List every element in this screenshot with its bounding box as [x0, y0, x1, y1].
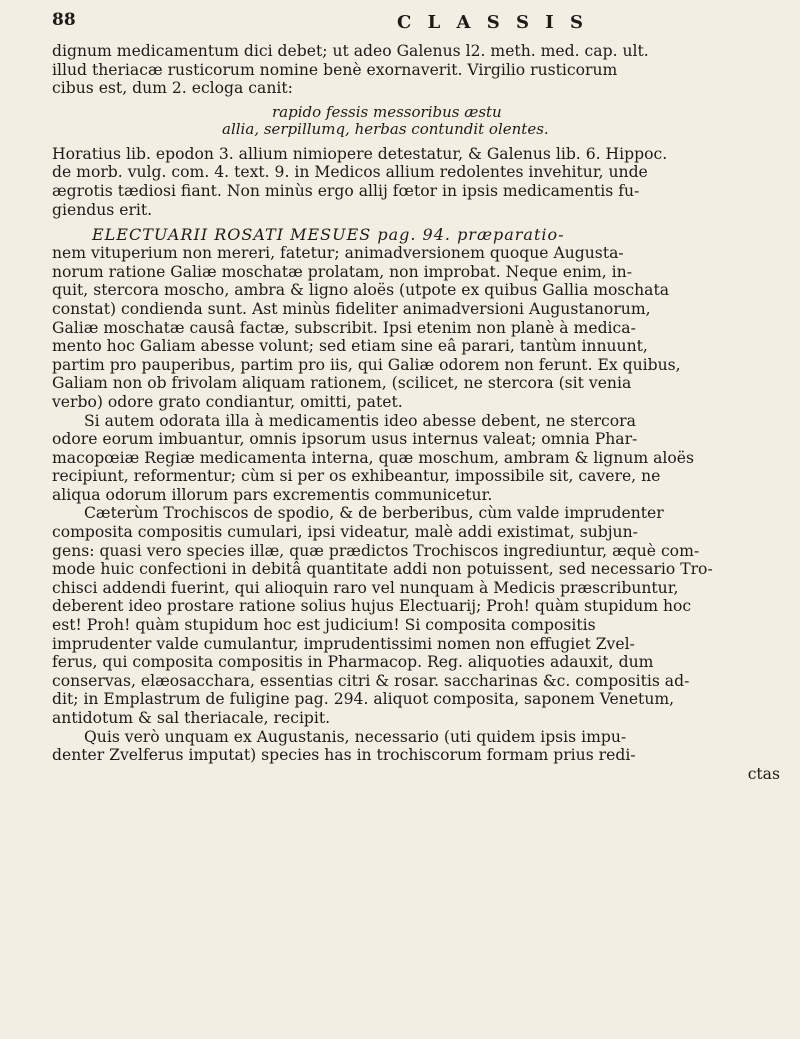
- text-line: constat) condienda sunt. Ast minùs fideliter animadversioni Augustanorum,: [52, 299, 651, 318]
- text-line: mento hoc Galiam abesse volunt; sed etiam sine eâ parari, tantùm innuunt,: [52, 337, 648, 356]
- text-line: de morb. vulg. com. 4. text. 9. in Medicos allium redolentes invehitur, unde: [52, 163, 648, 182]
- verse-quotation: [52, 104, 780, 139]
- text-line: mode huic confectioni in debitâ quantitate addi non potuissent, sed necessario Tro-: [52, 560, 713, 579]
- text-line: cibus est, dum 2. ecloga canit:: [52, 79, 293, 98]
- text-line: imprudenter valde cumulantur, imprudentissimi nomen non effugiet Zvel-: [52, 634, 635, 653]
- text-line: Galiæ moschatæ causâ factæ, subscribit. Ipsi etenim non planè à medica-: [52, 318, 636, 337]
- text-line: est! Proh! quàm stupidum hoc est judicium! Si composita compositis: [52, 616, 596, 635]
- text-line: Horatius lib. epodon 3. allium nimiopere detestatur, & Galenus lib. 6. Hippoc.: [52, 144, 668, 163]
- text-line: chisci addendi fuerint, qui alioquin raro vel nunquam à Medicis præscribuntur,: [52, 578, 679, 597]
- verse-text: allia, serpillumq, herbas contundit olentes.: [222, 120, 549, 139]
- text-line: deberent ideo prostare ratione solius hujus Electuarij; Proh! quàm stupidum hoc: [52, 597, 692, 616]
- text-line: recipiunt, reformentur; cùm si per os exhibeantur, impossibile sit, cavere, ne: [52, 467, 661, 486]
- text-line: nem vituperium non mereri, fatetur; animadversionem quoque Augusta-: [52, 244, 624, 263]
- text-line: macopœiæ Regiæ medicamenta interna, quæ moschum, ambram & lignum aloës: [52, 448, 695, 467]
- document-page: [52, 10, 780, 785]
- paragraph-2: [52, 145, 780, 219]
- text-line: Cæterùm Trochiscos de spodio, & de berberibus, cùm valde imprudenter: [84, 504, 664, 523]
- verse-line: [222, 120, 780, 139]
- text-line: denter Zvelferus imputat) species has in trochiscorum formam prius redi-: [52, 746, 636, 765]
- text-line: norum ratione Galiæ moschatæ prolatam, non improbat. Neque enim, in-: [52, 262, 632, 281]
- text-line: ferus, qui composita compositis in Pharmacop. Reg. aliquoties adauxit, dum: [52, 653, 654, 672]
- paragraph-3: [52, 244, 780, 411]
- text-line: Si autem odorata illa à medicamentis ideo abesse debent, ne stercora: [84, 411, 636, 430]
- text-line: dit; in Emplastrum de fuligine pag. 294. aliquot composita, saponem Venetum,: [52, 690, 675, 709]
- verse-line: rapido fessis messoribus æstu: [272, 102, 502, 121]
- text-line: gens: quasi vero species illæ, quæ prædictos Trochiscos ingrediuntur, æquè com-: [52, 541, 700, 560]
- text-line: aliqua odorum illorum pars excrementis communicetur.: [52, 485, 493, 504]
- page-header: [52, 10, 780, 42]
- text-line: giendus erit.: [52, 200, 153, 219]
- text-line: antidotum & sal theriacale, recipit.: [52, 709, 331, 727]
- text-line: Galiam non ob frivolam aliquam rationem, (scilicet, ne stercora (sit venia: [52, 374, 632, 393]
- text-line: odore eorum imbuantur, omnis ipsorum usus internus valeat; omnia Phar-: [52, 430, 638, 449]
- paragraph-1: [52, 42, 780, 98]
- paragraph-5: [52, 504, 780, 727]
- text-line: illud theriacæ rusticorum nomine benè exornaverit. Virgilio rusticorum: [52, 60, 618, 79]
- text-line: verbo) odore grato condiantur, omitti, patet.: [52, 392, 403, 411]
- paragraph-4: [52, 412, 780, 505]
- text-line: composita compositis cumulari, ipsi videatur, malè addi existimat, subjun-: [52, 523, 638, 542]
- section-heading: ELECTUARII ROSATI MESUES pag. 94. præparatio-: [92, 225, 565, 245]
- page-number: 88: [52, 10, 76, 30]
- text-line: Quis verò unquam ex Augustanis, necessario (uti quidem ipsis impu-: [84, 727, 627, 746]
- text-line: partim pro pauperibus, partim pro iis, qui Galiæ odorem non ferunt. Ex quibus,: [52, 355, 681, 374]
- catchword: ctas: [747, 764, 780, 783]
- text-line: dignum medicamentum dici debet; ut adeo Galenus l2. meth. med. cap. ult.: [52, 42, 649, 60]
- text-line: conservas, elæosacchara, essentias citri & rosar. saccharinas &c. compositis ad-: [52, 671, 690, 690]
- running-title: C L A S S I S: [397, 12, 588, 33]
- text-line: ægrotis tædiosi fiant. Non minùs ergo allij fœtor in ipsis medicamentis fu-: [52, 181, 640, 200]
- text-line: quit, stercora moscho, ambra & ligno aloës (utpote ex quibus Gallia moschata: [52, 281, 670, 300]
- paragraph-6: [52, 728, 780, 765]
